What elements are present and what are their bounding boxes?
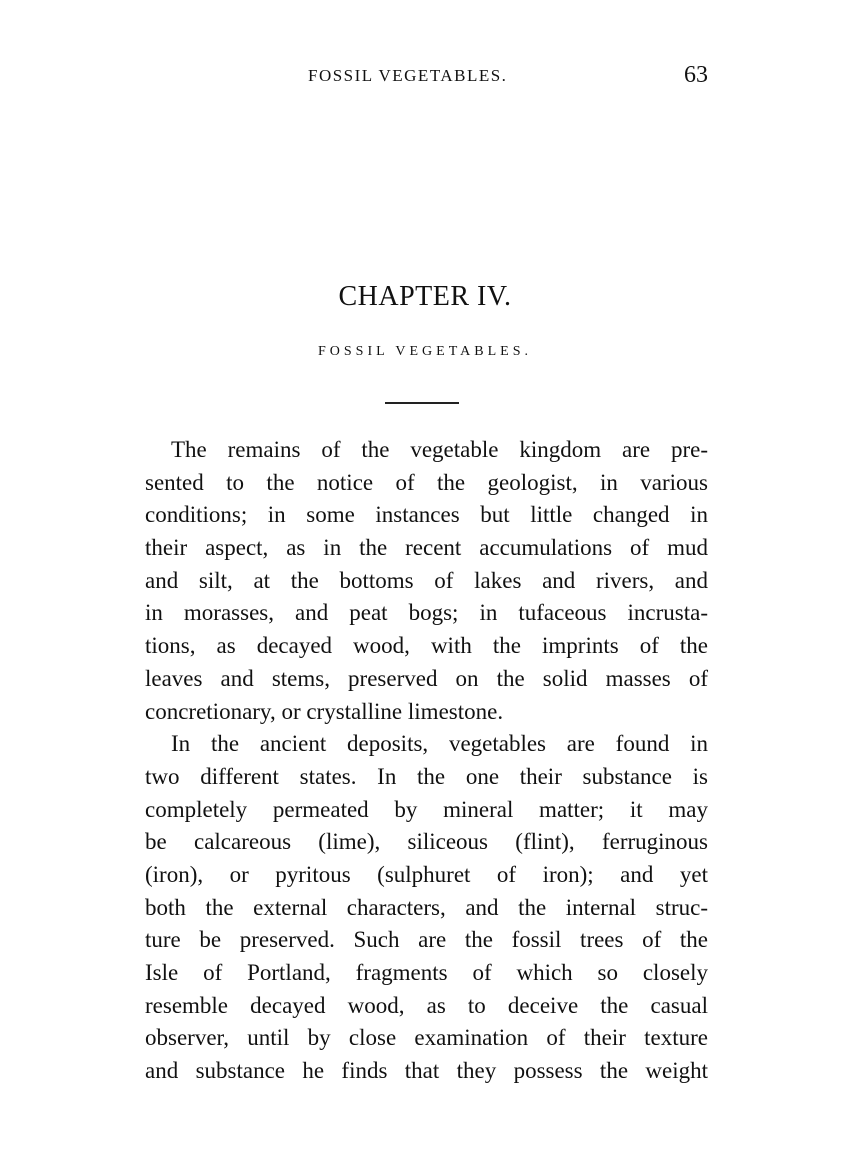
text-line: conditions; in some instances but little changed in	[145, 502, 708, 528]
chapter-divider-rule	[385, 402, 459, 404]
text-line: completely permeated by mineral matter; it may	[145, 796, 708, 822]
running-title: FOSSIL VEGETABLES.	[308, 66, 508, 85]
text-line: and silt, at the bottoms of lakes and rivers, and	[145, 567, 708, 593]
text-line: Isle of Portland, fragments of which so closely	[145, 960, 708, 985]
text-line: concretionary, or crystalline limestone.	[145, 698, 504, 724]
text-line: tions, as decayed wood, with the imprints of the	[145, 633, 708, 659]
chapter-heading-text: CHAPTER IV.	[338, 281, 512, 312]
text-line: ture be preserved. Such are the fossil trees of the	[145, 927, 708, 953]
body-text	[145, 434, 708, 1088]
chapter-heading	[0, 281, 850, 313]
text-line: both the external characters, and the internal struc-	[145, 894, 708, 920]
text-line: in morasses, and peat bogs; in tufaceous incrusta-	[145, 600, 708, 626]
page-number: 63	[684, 62, 708, 88]
text-line: two different states. In the one their substance is	[145, 763, 708, 789]
text-line: In the ancient deposits, vegetables are found in	[171, 731, 708, 757]
text-line: resemble decayed wood, as to deceive the casual	[145, 992, 708, 1018]
text-line: (iron), or pyritous (sulphuret of iron); and yet	[145, 861, 708, 887]
text-line: leaves and stems, preserved on the solid masses of	[145, 665, 708, 691]
running-head	[145, 62, 708, 92]
text-line: observer, until by close examination of their texture	[145, 1025, 708, 1051]
text-line: their aspect, as in the recent accumulations of mud	[145, 535, 708, 561]
text-line: and substance he finds that they possess the weight	[145, 1058, 708, 1084]
text-line: be calcareous (lime), siliceous (flint), ferruginous	[145, 829, 708, 855]
text-line: The remains of the vegetable kingdom are pre-	[171, 437, 708, 462]
chapter-subtitle: FOSSIL VEGETABLES.	[317, 344, 532, 359]
text-line: sented to the notice of the geologist, in various	[145, 469, 708, 495]
